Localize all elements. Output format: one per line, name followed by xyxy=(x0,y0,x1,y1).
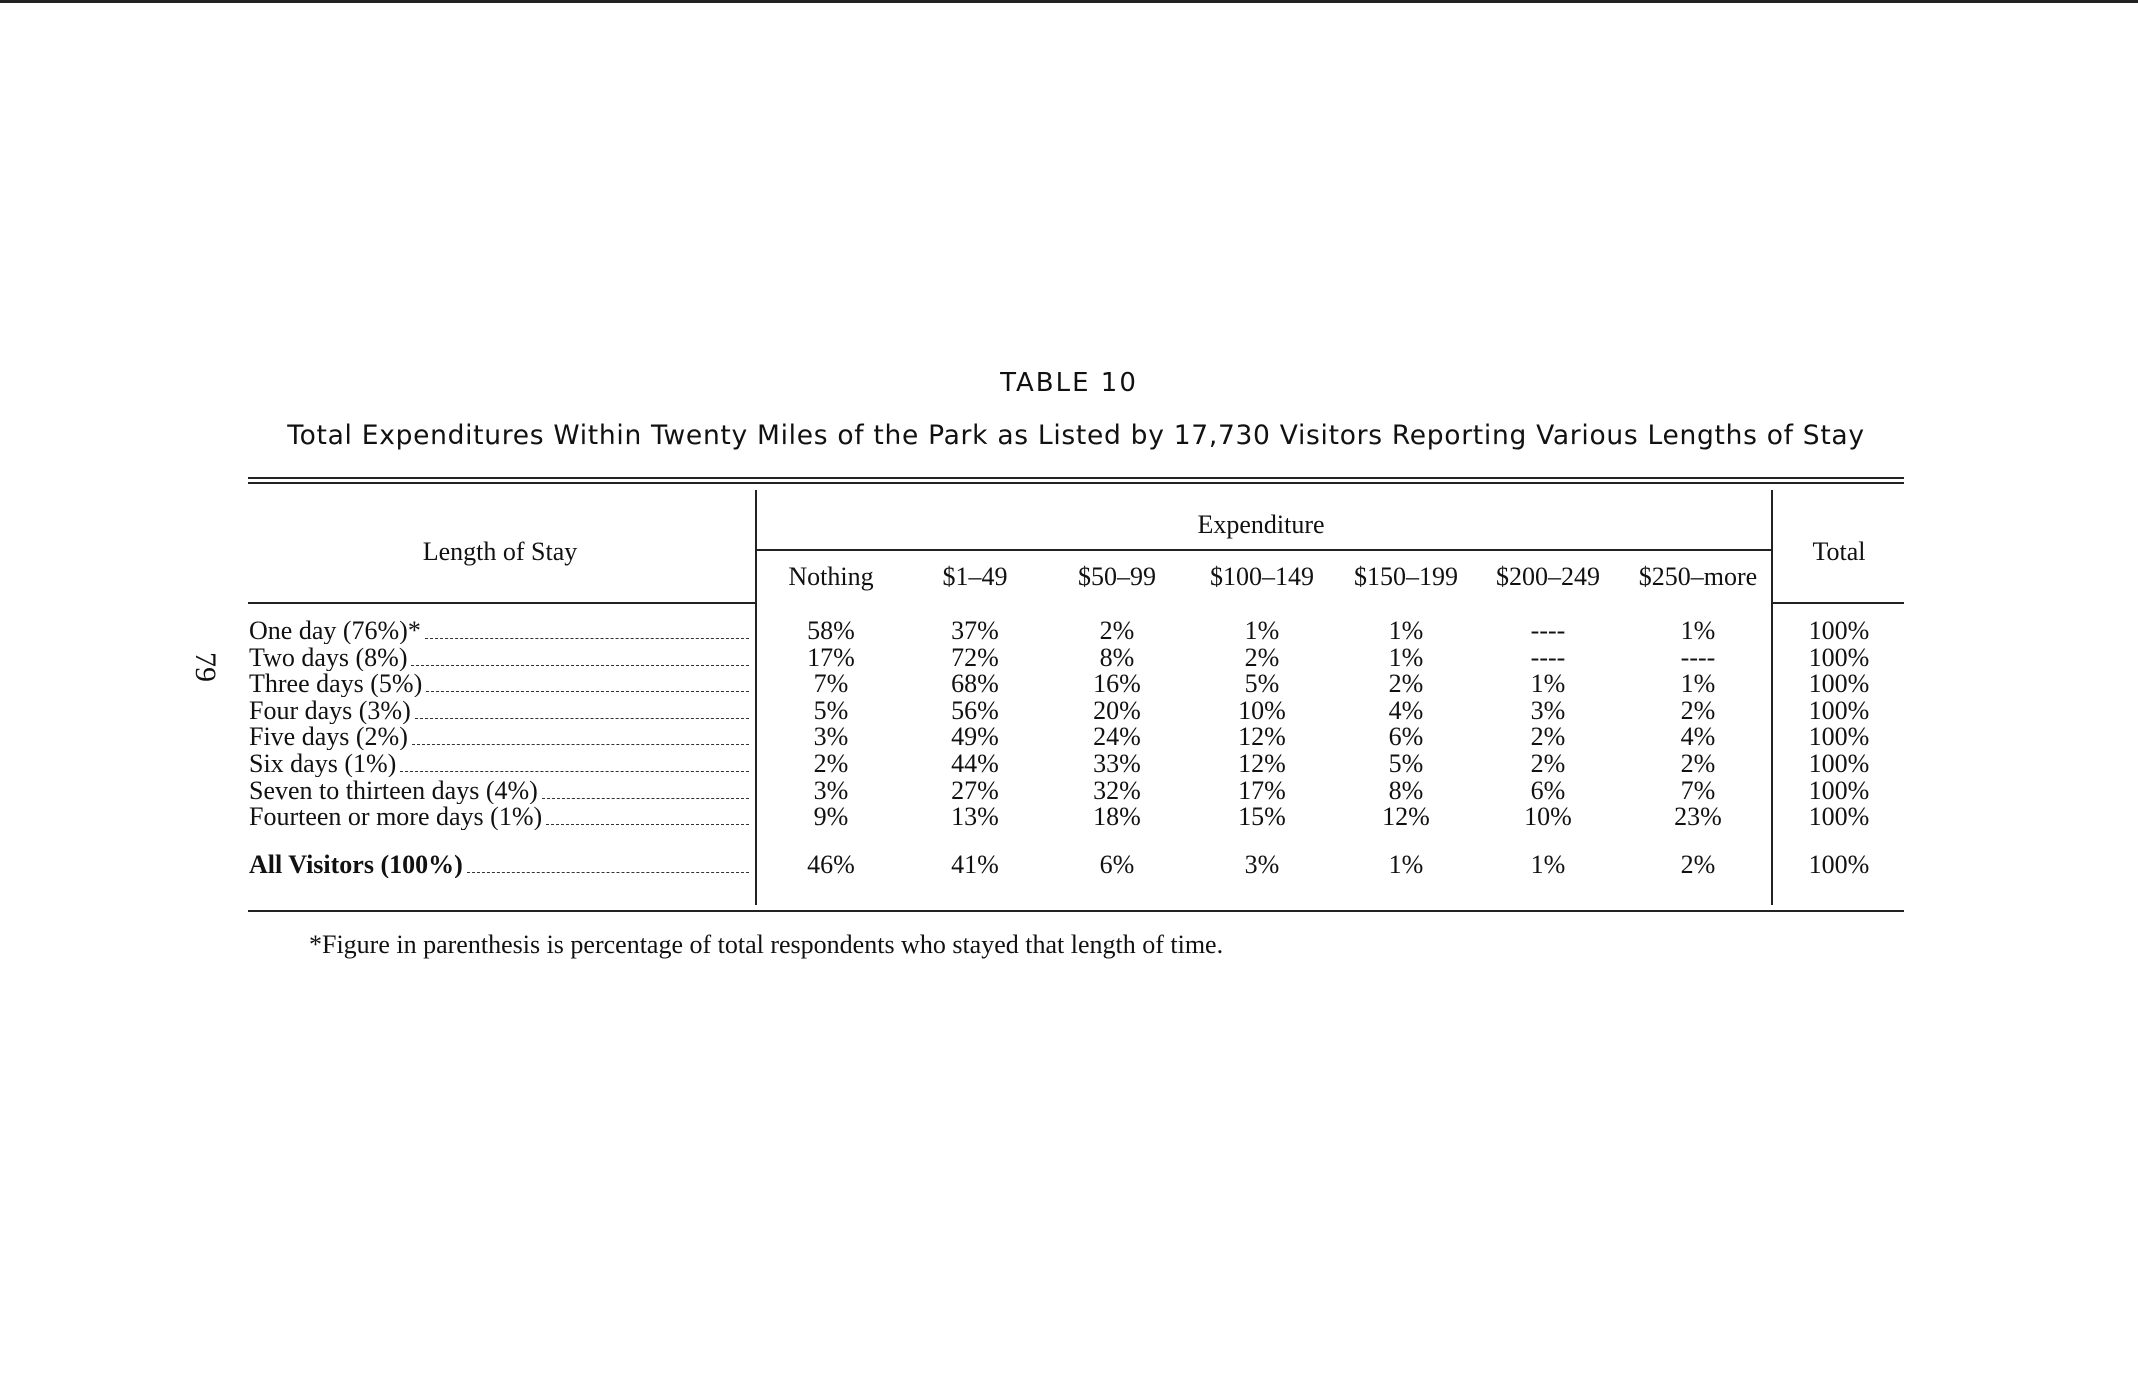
dot-leader xyxy=(546,824,749,825)
table-cell: 1% xyxy=(1530,669,1566,698)
header-rule-stub xyxy=(248,602,755,604)
table-cell: 2% xyxy=(1680,850,1716,879)
page-top-edge xyxy=(0,0,2138,3)
table-cell: 56% xyxy=(951,696,999,725)
dot-leader xyxy=(425,638,749,639)
table-cell: 3% xyxy=(1530,696,1566,725)
table-title: Total Expenditures Within Twenty Miles of the Park as Listed by 17,730 Visitors Reporting Various Lengths of Stay xyxy=(287,420,1865,451)
table-cell: 13% xyxy=(951,802,999,831)
row-label-text: Fourteen or more days (1%) xyxy=(249,804,543,830)
table-cell: 3% xyxy=(813,722,849,751)
table-cell: 6% xyxy=(1099,850,1135,879)
table-cell: 41% xyxy=(951,850,999,879)
dot-leader xyxy=(426,691,749,692)
table-cell: 12% xyxy=(1238,749,1286,778)
stub-divider xyxy=(755,490,757,905)
table-cell: 1% xyxy=(1388,616,1424,645)
table-cell: 4% xyxy=(1388,696,1424,725)
table-cell: 12% xyxy=(1238,722,1286,751)
table-cell: 33% xyxy=(1093,749,1141,778)
table-cell: 9% xyxy=(813,802,849,831)
column-header: $100–149 xyxy=(1210,562,1314,591)
row-label-text: One day (76%)* xyxy=(249,618,421,644)
table-cell: 44% xyxy=(951,749,999,778)
total-cell: 100% xyxy=(1808,669,1870,698)
row-label xyxy=(249,751,749,777)
dot-leader xyxy=(542,798,749,799)
table-label: TABLE 10 xyxy=(1000,368,1138,398)
row-label xyxy=(249,645,749,671)
table-cell: 49% xyxy=(951,722,999,751)
page-number: 79 xyxy=(189,652,222,682)
table-cell: 24% xyxy=(1093,722,1141,751)
table-cell: ---- xyxy=(1530,616,1566,645)
footnote: *Figure in parenthesis is percentage of total respondents who stayed that length of time. xyxy=(309,930,1224,959)
table-cell: 2% xyxy=(1244,643,1280,672)
column-header: $200–249 xyxy=(1496,562,1600,591)
table-cell: 2% xyxy=(1099,616,1135,645)
top-double-rule-upper xyxy=(248,477,1904,479)
stub-header: Length of Stay xyxy=(422,537,578,566)
row-label xyxy=(249,724,749,750)
table-cell: 2% xyxy=(1680,696,1716,725)
table-cell: 2% xyxy=(1530,749,1566,778)
table-cell: 16% xyxy=(1093,669,1141,698)
table-cell: 3% xyxy=(813,776,849,805)
table-cell: 27% xyxy=(951,776,999,805)
table-cell: 5% xyxy=(813,696,849,725)
expenditure-group-header: Expenditure xyxy=(1197,510,1325,539)
table-cell: 17% xyxy=(1238,776,1286,805)
table-cell: 1% xyxy=(1244,616,1280,645)
table-cell: 17% xyxy=(807,643,855,672)
table-cell: 10% xyxy=(1524,802,1572,831)
table-cell: 2% xyxy=(813,749,849,778)
column-header: Nothing xyxy=(788,562,874,591)
expenditure-group-rule xyxy=(757,549,1771,551)
table-cell: 68% xyxy=(951,669,999,698)
table-cell: 5% xyxy=(1388,749,1424,778)
table-cell: 7% xyxy=(1680,776,1716,805)
table-cell: ---- xyxy=(1680,643,1716,672)
row-label-text: Three days (5%) xyxy=(249,671,423,697)
row-label-text: Four days (3%) xyxy=(249,698,411,724)
row-label xyxy=(249,618,749,644)
row-label-text: Six days (1%) xyxy=(249,751,397,777)
table-cell: 2% xyxy=(1680,749,1716,778)
table-cell: 8% xyxy=(1099,643,1135,672)
table-cell: 72% xyxy=(951,643,999,672)
row-label xyxy=(249,671,749,697)
table-cell: 58% xyxy=(807,616,855,645)
table-cell: 37% xyxy=(951,616,999,645)
dot-leader xyxy=(411,665,749,666)
total-cell: 100% xyxy=(1808,643,1870,672)
dot-leader xyxy=(400,771,749,772)
table-cell: 12% xyxy=(1382,802,1430,831)
column-header: $150–199 xyxy=(1354,562,1458,591)
table-cell: 10% xyxy=(1238,696,1286,725)
table-cell: 4% xyxy=(1680,722,1716,751)
column-header: $250–more xyxy=(1638,562,1758,591)
table-cell: 1% xyxy=(1680,616,1716,645)
total-cell: 100% xyxy=(1808,749,1870,778)
table-cell: 1% xyxy=(1530,850,1566,879)
table-cell: 1% xyxy=(1680,669,1716,698)
table-cell: 2% xyxy=(1388,669,1424,698)
row-label-text: Five days (2%) xyxy=(249,724,408,750)
table-cell: 6% xyxy=(1388,722,1424,751)
row-label-text: Seven to thirteen days (4%) xyxy=(249,778,538,804)
total-cell: 100% xyxy=(1808,616,1870,645)
table-cell: 3% xyxy=(1244,850,1280,879)
table-cell: 1% xyxy=(1388,643,1424,672)
column-header: $50–99 xyxy=(1078,562,1156,591)
row-label xyxy=(249,698,749,724)
total-cell: 100% xyxy=(1808,696,1870,725)
dot-leader xyxy=(412,744,749,745)
table-cell: 23% xyxy=(1674,802,1722,831)
row-label-text: Two days (8%) xyxy=(249,645,408,671)
row-label xyxy=(249,778,749,804)
table-bottom-rule xyxy=(248,910,1904,912)
total-divider xyxy=(1771,490,1773,905)
table-cell: 1% xyxy=(1388,850,1424,879)
table-cell: 2% xyxy=(1530,722,1566,751)
all-visitors-row-label xyxy=(249,852,749,878)
table-cell: 8% xyxy=(1388,776,1424,805)
table-cell: 46% xyxy=(807,850,855,879)
column-header: $1–49 xyxy=(942,562,1008,591)
row-label-text: All Visitors (100%) xyxy=(249,852,463,878)
total-cell: 100% xyxy=(1808,776,1870,805)
table-cell: 18% xyxy=(1093,802,1141,831)
top-double-rule-lower xyxy=(248,482,1904,484)
total-cell: 100% xyxy=(1808,850,1870,879)
table-cell: 7% xyxy=(813,669,849,698)
dot-leader xyxy=(467,872,749,873)
table-cell: 6% xyxy=(1530,776,1566,805)
table-cell: 5% xyxy=(1244,669,1280,698)
total-header: Total xyxy=(1812,537,1866,566)
table-cell: 20% xyxy=(1093,696,1141,725)
table-cell: 32% xyxy=(1093,776,1141,805)
header-rule-total xyxy=(1773,602,1904,604)
total-cell: 100% xyxy=(1808,802,1870,831)
total-cell: 100% xyxy=(1808,722,1870,751)
table-cell: ---- xyxy=(1530,643,1566,672)
table-cell: 15% xyxy=(1238,802,1286,831)
dot-leader xyxy=(415,718,749,719)
row-label xyxy=(249,804,749,830)
